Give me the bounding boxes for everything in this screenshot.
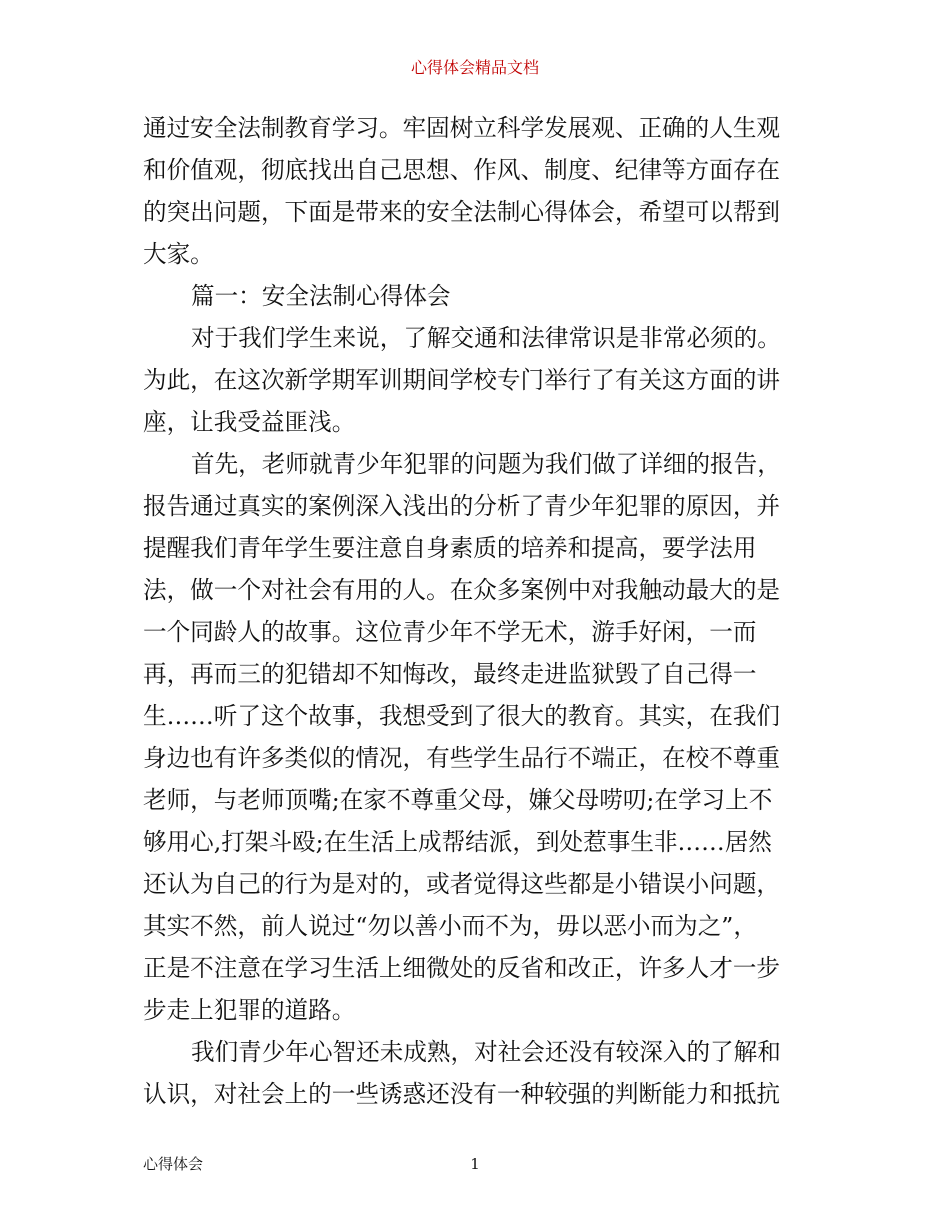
body-line: 够用心,打架斗殴;在生活上成帮结派，到处惹事生非……居然	[143, 828, 772, 856]
body-line: 生……听了这个故事，我想受到了很大的教育。其实，在我们	[143, 702, 781, 730]
body-line: 大家。	[143, 240, 214, 268]
page-number: 1	[470, 1155, 480, 1173]
body-line: 对于我们学生来说，了解交通和法律常识是非常必须的。	[191, 324, 781, 352]
document-body	[143, 107, 815, 1115]
body-line: 老师，与老师顶嘴;在家不尊重父母，嫌父母唠叨;在学习上不	[143, 786, 773, 814]
document-header-title: 心得体会精品文档	[410, 58, 539, 77]
body-line: 再，再而三的犯错却不知悔改，最终走进监狱毁了自己得一	[143, 660, 757, 688]
body-line: 首先，老师就青少年犯罪的问题为我们做了详细的报告，	[191, 450, 781, 478]
body-line: 座，让我受益匪浅。	[143, 408, 356, 436]
section-heading: 篇一：安全法制心得体会	[191, 282, 451, 310]
body-line: 和价值观，彻底找出自己思想、作风、制度、纪律等方面存在	[143, 156, 781, 184]
body-line: 的突出问题，下面是带来的安全法制心得体会，希望可以帮到	[143, 198, 781, 226]
body-line: 身边也有许多类似的情况，有些学生品行不端正，在校不尊重	[143, 744, 781, 772]
body-line: 认识，对社会上的一些诱惑还没有一种较强的判断能力和抵抗	[143, 1080, 781, 1108]
body-line: 通过安全法制教育学习。牢固树立科学发展观、正确的人生观	[143, 114, 781, 142]
body-line: 一个同龄人的故事。这位青少年不学无术，游手好闲，一而	[143, 618, 757, 646]
body-line: 提醒我们青年学生要注意自身素质的培养和提高，要学法用	[143, 534, 757, 562]
body-line: 正是不注意在学习生活上细微处的反省和改正，许多人才一步	[143, 954, 781, 982]
body-line: 为此，在这次新学期军训期间学校专门举行了有关这方面的讲	[143, 366, 781, 394]
body-line: 法，做一个对社会有用的人。在众多案例中对我触动最大的是	[143, 576, 781, 604]
body-line: 还认为自己的行为是对的，或者觉得这些都是小错误小问题，	[143, 870, 781, 898]
body-line: 其实不然，前人说过“勿以善小而不为，毋以恶小而为之”，	[143, 912, 757, 940]
body-line: 我们青少年心智还未成熟，对社会还没有较深入的了解和	[191, 1038, 781, 1066]
body-line: 步走上犯罪的道路。	[143, 996, 356, 1024]
footer-label: 心得体会	[143, 1155, 204, 1173]
body-line: 报告通过真实的案例深入浅出的分析了青少年犯罪的原因，并	[143, 492, 781, 520]
